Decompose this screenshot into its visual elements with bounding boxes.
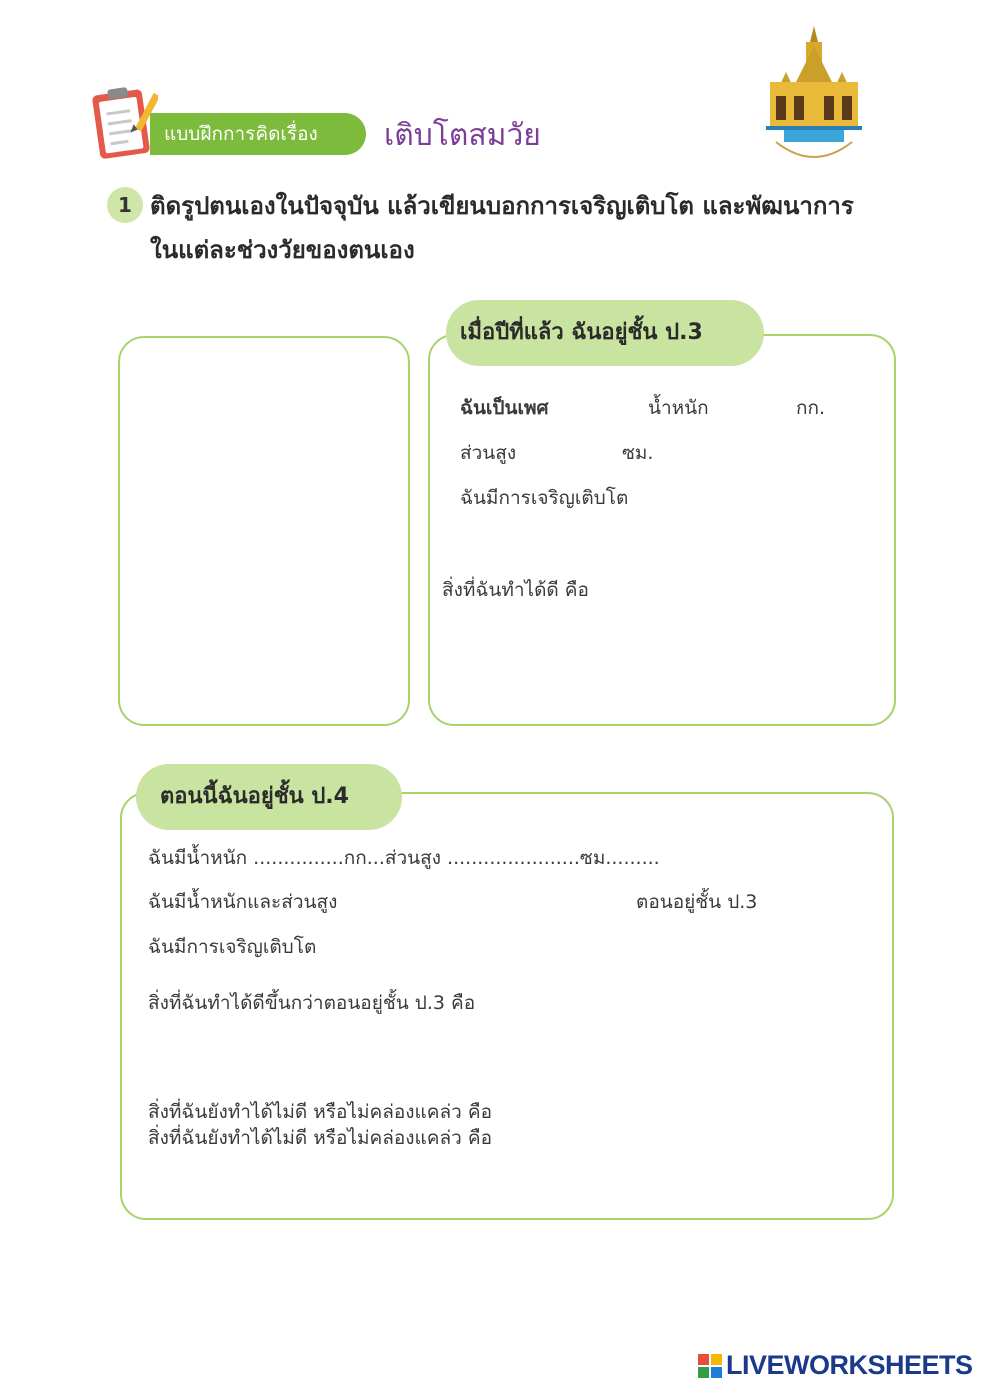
gender-label: ฉันเป็นเพศ [460, 397, 549, 419]
weight-unit: กก. [796, 397, 826, 419]
past-year-tab: เมื่อปีที่แล้ว ฉันอยู่ชั้น ป.3 [446, 300, 764, 366]
weight-label: น้ำหนัก [648, 397, 709, 419]
question-line-2: ในแต่ละช่วงวัยของตนเอง [150, 236, 415, 264]
weak-label-1: สิ่งที่ฉันยังทำได้ไม่ดี หรือไม่คล่องแคล่ว คือ [148, 1101, 492, 1123]
photo-box[interactable] [118, 336, 410, 726]
compare-label: ฉันมีน้ำหนักและส่วนสูง [148, 891, 338, 913]
liveworksheets-badge-icon [698, 1354, 722, 1378]
liveworksheets-brand: LIVEWORKSHEETS [726, 1350, 973, 1380]
question-number: 1 [107, 187, 143, 223]
height-label: ส่วนสูง [460, 442, 517, 464]
growth-label-past: ฉันมีการเจริญเติบโต [460, 487, 629, 509]
now-tab: ตอนนี้ฉันอยู่ชั้น ป.4 [136, 764, 402, 830]
growth-label-now: ฉันมีการเจริญเติบโต [148, 936, 317, 958]
height-unit: ซม. [622, 442, 654, 464]
school-seal-logo [756, 22, 872, 166]
question-line-1: ติดรูปตนเองในปัจจุบัน แล้วเขียนบอกการเจริญเติบโต และพัฒนาการ [150, 192, 854, 220]
better-label: สิ่งที่ฉันทำได้ดีขึ้นกว่าตอนอยู่ชั้น ป.3 คือ [148, 992, 476, 1014]
exercise-label: แบบฝึกการคิดเรื่อง [150, 113, 366, 155]
compare-suffix: ตอนอยู่ชั้น ป.3 [636, 891, 758, 913]
weak-label-2: สิ่งที่ฉันยังทำได้ไม่ดี หรือไม่คล่องแคล่ว คือ [148, 1127, 492, 1149]
now-weight-line: ฉันมีน้ำหนัก ...............กก...ส่วนสูง ......................ซม......... [148, 847, 660, 869]
good-at-label: สิ่งที่ฉันทำได้ดี คือ [442, 579, 589, 601]
topic-title: เติบโตสมวัย [384, 118, 541, 153]
clipboard-icon [92, 82, 158, 160]
